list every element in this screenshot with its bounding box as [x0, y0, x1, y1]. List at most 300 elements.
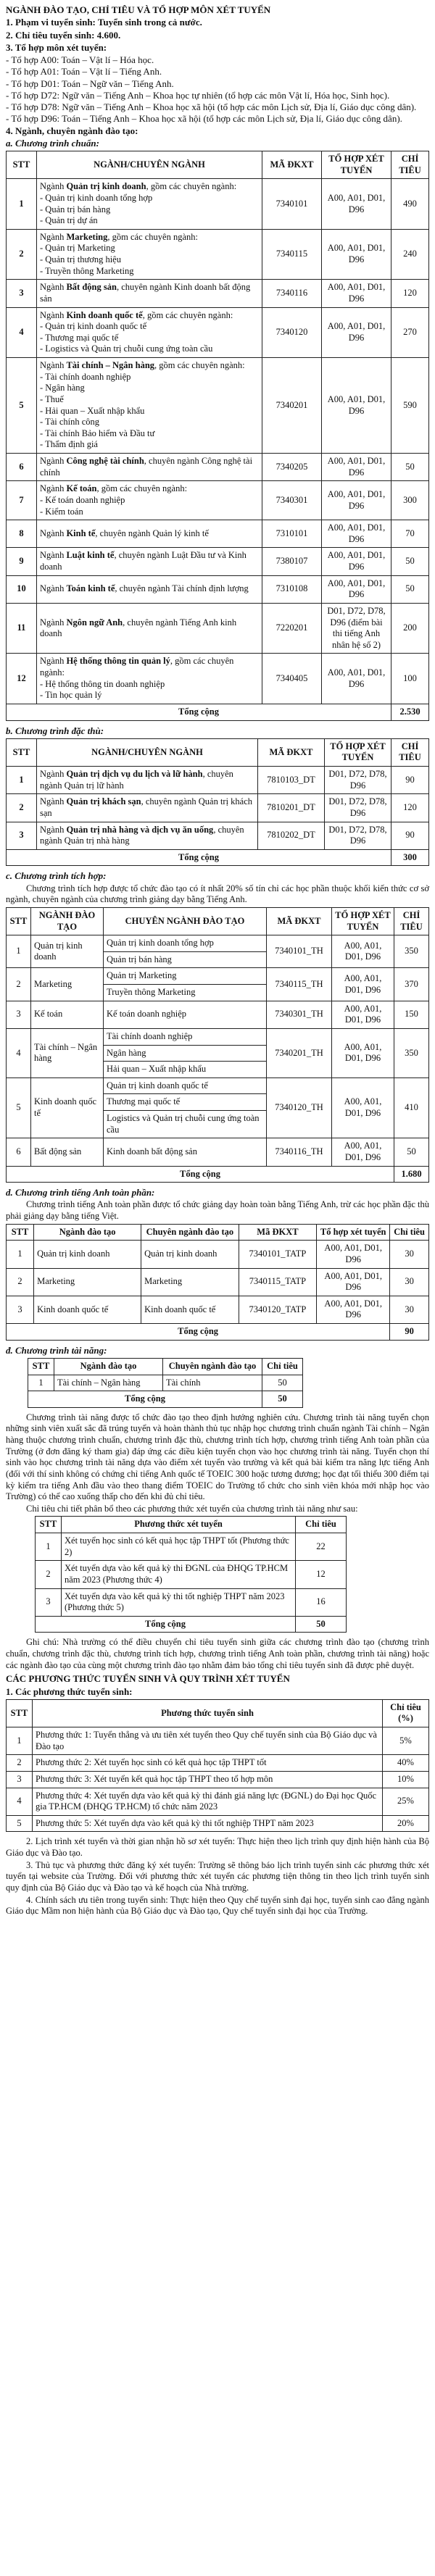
quota-cell: 22 — [296, 1533, 347, 1561]
column-header: CHỈ TIÊU — [392, 738, 429, 766]
registration-paragraph: 3. Thủ tục và phương thức đăng ký xét tuyển: Trường sẽ thông báo lịch trình tuyển sinh các phương thức xét tuyển tại website của Trường. Đối với phương thức xét tuyển các phương tiện thông tin theo lịch trình tuyển sinh quy định của Bộ Giáo dục và Đào tạo và kế hoạch của Nhà trường. — [6, 1859, 429, 1893]
major-cell: Kinh doanh quốc tế — [31, 1077, 104, 1138]
specialization-item: - Tài chính Bảo hiểm và Đầu tư — [40, 428, 259, 440]
majors-title: 4. Ngành, chuyên ngành đào tạo: — [6, 125, 138, 136]
major-cell: Ngành Công nghệ tài chính, chuyên ngành Công nghệ tài chính — [37, 454, 262, 481]
quota-cell: 50 — [392, 575, 429, 603]
quota-cell: 200 — [392, 603, 429, 654]
table-row — [7, 935, 429, 968]
column-header: NGÀNH/CHUYÊN NGÀNH — [37, 151, 262, 179]
table-row — [7, 575, 429, 603]
major-cell: Ngành Quản trị khách sạn, chuyên ngành Quản trị khách sạn — [37, 794, 258, 822]
table-header-row — [36, 1517, 347, 1533]
code-cell: 7340116 — [262, 280, 322, 307]
table-header-row — [7, 151, 429, 179]
total-row — [36, 1616, 347, 1633]
stt-cell: 3 — [7, 1001, 31, 1028]
code-cell: 7340201_TH — [267, 1028, 332, 1077]
combo-cell: D01, D72, D78, D96 — [325, 767, 392, 794]
column-header: Mã ĐKXT — [239, 1224, 317, 1241]
total-label: Tổng cộng — [7, 1324, 390, 1341]
stt-cell: 3 — [7, 280, 37, 307]
total-row — [28, 1391, 303, 1408]
code-cell: 7810202_DT — [258, 822, 325, 849]
major-name: Tài chính – Ngân hàng — [66, 360, 155, 370]
code-cell: 7340116_TH — [267, 1138, 332, 1166]
stt-cell: 3 — [7, 822, 37, 849]
specialization-item: - Quản trị dự án — [40, 215, 259, 227]
column-header: Ngành đào tạo — [34, 1224, 141, 1241]
integrated-program-desc: Chương trình tích hợp được tổ chức đào tạo có ít nhất 20% số tín chỉ các học phần thuộc khối kiến thức cơ sở ngành, chuyên ngành của chương trình giảng dạy bằng Tiếng Anh. — [6, 883, 429, 905]
quota-cell: 50 — [392, 454, 429, 481]
major-cell: Ngành Ngôn ngữ Anh, chuyên ngành Tiếng Anh kinh doanh — [37, 603, 262, 654]
stt-cell: 9 — [7, 548, 37, 575]
code-cell: 7340205 — [262, 454, 322, 481]
stt-cell: 7 — [7, 481, 37, 520]
combo-cell: D01, D72, D78, D96 — [325, 822, 392, 849]
table-row — [7, 454, 429, 481]
major-cell: Marketing — [34, 1268, 141, 1296]
quota-cell: 120 — [392, 794, 429, 822]
combo-item: - Tổ hợp D96: Toán – Tiếng Anh – Khoa học xã hội (tổ hợp các môn Lịch sử, Địa lí, Giáo dục công dân). — [6, 113, 402, 125]
code-cell: 7340120_TH — [267, 1077, 332, 1138]
column-header: CHUYÊN NGÀNH ĐÀO TẠO — [104, 907, 267, 935]
stt-cell: 2 — [7, 1755, 33, 1772]
column-header: CHỈ TIÊU — [394, 907, 429, 935]
major-cell: Ngành Hệ thống thông tin quản lý, gồm các chuyên ngành: - Hệ thống thông tin doanh nghiệp - Tin học quản lý — [37, 654, 262, 704]
total-value: 50 — [296, 1616, 347, 1633]
table-row — [7, 1138, 429, 1166]
stt-cell: 1 — [7, 179, 37, 230]
major-name: Hệ thống thông tin quản lý — [66, 656, 170, 667]
major-name: Quản trị kinh doanh — [66, 181, 146, 192]
combo-item: - Tổ hợp D01: Toán – Ngữ văn – Tiếng Anh. — [6, 78, 174, 89]
major-cell: Tài chính – Ngân hàng — [31, 1028, 104, 1077]
code-cell: 7340115 — [262, 229, 322, 280]
combo-cell: A00, A01, D01, D96 — [332, 968, 394, 1001]
specialization-cell — [104, 1138, 267, 1166]
code-cell: 7340101_TATP — [239, 1241, 317, 1268]
column-header: STT — [7, 151, 37, 179]
stt-cell: 8 — [7, 520, 37, 548]
major-name: Quản trị khách sạn — [66, 796, 141, 807]
major-cell: Ngành Kế toán, gồm các chuyên ngành: - Kế toán doanh nghiệp - Kiểm toán — [37, 481, 262, 520]
code-cell: 7340115_TH — [267, 968, 332, 1001]
table-row — [36, 1533, 347, 1561]
method-cell: Phương thức 4: Xét tuyển dựa vào kết quả kỳ thi đánh giá năng lực (ĐGNL) do Đại học Quốc gia TP.HCM (ĐHQG TP.HCM) tổ chức năm 2023 — [33, 1788, 383, 1815]
total-row — [7, 1324, 429, 1341]
method-cell: Phương thức 5: Xét tuyển dựa vào kết quả kỳ thi tốt nghiệp THPT năm 2023 — [33, 1815, 383, 1832]
specialization-cell — [104, 935, 267, 968]
table-header-row — [7, 1224, 429, 1241]
method-cell: Phương thức 2: Xét tuyển học sinh có kết quả học tập THPT tốt — [33, 1755, 383, 1772]
stt-cell: 1 — [7, 935, 31, 968]
total-value: 300 — [392, 849, 429, 866]
stt-cell: 6 — [7, 1138, 31, 1166]
english-program-desc: Chương trình tiếng Anh toàn phần được tổ chức giảng dạy hoàn toàn bằng Tiếng Anh, trừ các học phần đặc thù phải giảng dạy bằng tiếng Việt. — [6, 1199, 429, 1221]
talent-program-table — [28, 1358, 303, 1408]
standard-program-title: a. Chương trình chuẩn: — [6, 137, 99, 149]
table-row — [7, 1727, 429, 1755]
table-row — [7, 1001, 429, 1028]
allocation-note: Ghi chú: Nhà trường có thể điều chuyển chỉ tiêu tuyển sinh giữa các chương trình đào tạo (chương trình chuẩn, chương trình đặc thù, chương trình tích hợp, chương trình tiếng Anh toàn phần, chương trình tài năng) hoặc các ngành đào tạo của cùng một chương trình đào tạo nhằm đảm bảo tổng chỉ tiêu tuyển sinh đã được phê duyệt. — [6, 1637, 429, 1670]
stt-cell: 2 — [7, 1268, 34, 1296]
column-header: Chỉ tiêu — [296, 1517, 347, 1533]
table-row — [7, 1296, 429, 1323]
specialization-item: - Quản trị kinh doanh quốc tế — [40, 321, 259, 333]
specialization-item: - Tin học quản lý — [40, 690, 259, 701]
quota-cell: 16 — [296, 1588, 347, 1616]
method-cell: Xét tuyển dựa vào kết quả kỳ thi tốt nghiệp THPT năm 2023 (Phương thức 5) — [62, 1588, 296, 1616]
quota-cell: 350 — [394, 935, 429, 968]
specialization-item: - Quản trị Marketing — [40, 243, 259, 254]
combo-cell: D01, D72, D78, D96 — [325, 794, 392, 822]
combo-item: - Tổ hợp D72: Ngữ văn – Tiếng Anh – Khoa học tự nhiên (tổ hợp các môn Vật lí, Hóa học, Sinh học). — [6, 89, 390, 101]
admission-methods-table — [6, 1699, 429, 1833]
admission-methods-heading: CÁC PHƯƠNG THỨC TUYỂN SINH VÀ QUY TRÌNH XÉT TUYỂN — [6, 1673, 290, 1685]
table-row — [7, 520, 429, 548]
combo-item: - Tổ hợp D78: Ngữ văn – Tiếng Anh – Khoa học xã hội (tổ hợp các môn Lịch sử, Địa lí, Giáo dục công dân). — [6, 101, 417, 112]
quota-cell: 590 — [392, 358, 429, 454]
combo-cell: D01, D72, D78, D96 (điểm bài thi tiếng Anh nhân hệ số 2) — [322, 603, 392, 654]
column-header: STT — [28, 1358, 54, 1375]
priority-paragraph: 4. Chính sách ưu tiên trong tuyển sinh: Thực hiện theo Quy chế tuyển sinh đại học, tuyển sinh cao đẳng ngành Giáo dục Mầm non hiện hành của Bộ Giáo dục và Đào tạo, Quy chế tuyển sinh đại học của Trường. — [6, 1894, 429, 1917]
talent-methods-note: Chỉ tiêu chi tiết phân bổ theo các phương thức xét tuyển của chương trình tài năng như sau: — [26, 1503, 358, 1514]
specialization-list — [40, 193, 259, 227]
column-header: CHỈ TIÊU — [392, 151, 429, 179]
table-row — [7, 968, 429, 1001]
stt-cell: 2 — [7, 794, 37, 822]
code-cell: 7340101_TH — [267, 935, 332, 968]
quota-cell: 150 — [394, 1001, 429, 1028]
total-label: Tổng cộng — [7, 1166, 394, 1183]
specialization-item: - Quản trị kinh doanh tổng hợp — [40, 193, 259, 204]
code-cell: 7340120 — [262, 307, 322, 358]
specialization-item: - Truyền thông Marketing — [40, 266, 259, 278]
total-label: Tổng cộng — [36, 1616, 296, 1633]
table-row — [7, 1028, 429, 1077]
quota-cell: 10% — [383, 1771, 429, 1788]
major-cell: Ngành Marketing, gồm các chuyên ngành: - Quản trị Marketing - Quản trị thương hiệu - Truyền thông Marketing — [37, 229, 262, 280]
scope-line: 1. Phạm vi tuyển sinh: Tuyển sinh trong cả nước. — [6, 17, 202, 28]
column-header: Ngành đào tạo — [54, 1358, 163, 1375]
table-row — [7, 1268, 429, 1296]
table-row — [7, 822, 429, 849]
code-cell: 7310108 — [262, 575, 322, 603]
stt-cell: 3 — [36, 1588, 62, 1616]
quota-cell: 410 — [394, 1077, 429, 1138]
code-cell: 7810201_DT — [258, 794, 325, 822]
stt-cell: 1 — [7, 1727, 33, 1755]
combo-item: - Tổ hợp A00: Toán – Vật lí – Hóa học. — [6, 54, 154, 65]
table-row — [7, 654, 429, 704]
major-cell: Ngành Kinh doanh quốc tế, gồm các chuyên ngành: - Quản trị kinh doanh quốc tế - Thương mại quốc tế - Logistics và Quản trị chuỗi cung ứng toàn cầu — [37, 307, 262, 358]
specialization-item: - Kiểm toán — [40, 507, 259, 518]
specialization-cell: Kinh doanh quốc tế — [141, 1296, 239, 1323]
table-row — [7, 1788, 429, 1815]
table-row — [36, 1561, 347, 1588]
stt-cell: 3 — [7, 1771, 33, 1788]
major-name: Kinh doanh quốc tế — [66, 309, 143, 320]
quota-cell: 70 — [392, 520, 429, 548]
stt-cell: 5 — [7, 358, 37, 454]
quota-cell: 50 — [262, 1375, 303, 1391]
specialization-list — [40, 372, 259, 451]
table-row — [7, 1815, 429, 1832]
stt-cell: 3 — [7, 1296, 34, 1323]
specialization-item: - Ngân hàng — [40, 383, 259, 394]
quota-cell: 490 — [392, 179, 429, 230]
major-cell: Kinh doanh quốc tế — [34, 1296, 141, 1323]
total-label: Tổng cộng — [7, 849, 392, 866]
specialization-item: Tài chính doanh nghiệp — [107, 1030, 193, 1041]
column-header: STT — [7, 1224, 34, 1241]
column-header: Chỉ tiêu — [262, 1358, 303, 1375]
code-cell: 7310101 — [262, 520, 322, 548]
quota-cell: 370 — [394, 968, 429, 1001]
major-name: Ngôn ngữ Anh — [66, 617, 123, 628]
combo-cell: A00, A01, D01, D96 — [322, 307, 392, 358]
quota-line: 2. Chỉ tiêu tuyển sinh: 4.600. — [6, 29, 121, 41]
column-header: Chuyên ngành đào tạo — [141, 1224, 239, 1241]
quota-cell: 300 — [392, 481, 429, 520]
total-row — [7, 704, 429, 720]
total-value: 50 — [262, 1391, 303, 1408]
total-value: 1.680 — [394, 1166, 429, 1183]
combo-cell: A00, A01, D01, D96 — [322, 520, 392, 548]
total-label: Tổng cộng — [7, 704, 392, 720]
quota-cell: 40% — [383, 1755, 429, 1772]
specialization-item: - Thẩm định giá — [40, 439, 259, 451]
stt-cell: 12 — [7, 654, 37, 704]
column-header: STT — [7, 907, 31, 935]
major-cell: Bất động sản — [31, 1138, 104, 1166]
combo-cell: A00, A01, D01, D96 — [322, 280, 392, 307]
stt-cell: 10 — [7, 575, 37, 603]
special-program-table — [6, 738, 429, 867]
combo-cell: A00, A01, D01, D96 — [317, 1241, 390, 1268]
table-row — [28, 1375, 303, 1391]
specialization-list — [40, 495, 259, 517]
column-header: STT — [7, 738, 37, 766]
table-row — [7, 1755, 429, 1772]
total-value: 2.530 — [392, 704, 429, 720]
stt-cell: 2 — [36, 1561, 62, 1588]
integrated-program-title: c. Chương trình tích hợp: — [6, 870, 107, 882]
special-program-title: b. Chương trình đặc thù: — [6, 725, 104, 736]
specialization-item: Kinh doanh bất động sản — [107, 1146, 197, 1157]
major-cell: Ngành Bất động sản, chuyên ngành Kinh doanh bất động sản — [37, 280, 262, 307]
table-row — [7, 307, 429, 358]
quota-cell: 5% — [383, 1727, 429, 1755]
major-cell: Ngành Luật kinh tế, chuyên ngành Luật Đầu tư và Kinh doanh — [37, 548, 262, 575]
table-row — [7, 229, 429, 280]
column-header: TỔ HỢP XÉT TUYỂN — [322, 151, 392, 179]
table-row — [7, 1077, 429, 1138]
code-cell: 7380107 — [262, 548, 322, 575]
stt-cell: 1 — [28, 1375, 54, 1391]
specialization-item: - Thương mại quốc tế — [40, 333, 259, 344]
column-header: NGÀNH/CHUYÊN NGÀNH — [37, 738, 258, 766]
column-header: STT — [7, 1699, 33, 1727]
quota-cell: 90 — [392, 767, 429, 794]
table-header-row — [7, 738, 429, 766]
combo-cell: A00, A01, D01, D96 — [332, 935, 394, 968]
integrated-program-table — [6, 907, 429, 1183]
major-name: Công nghệ tài chính — [66, 456, 144, 466]
specialization-item: Quản trị bán hàng — [104, 951, 266, 968]
column-header: MÃ ĐKXT — [258, 738, 325, 766]
major-name: Bất động sản — [66, 282, 117, 293]
combo-cell: A00, A01, D01, D96 — [332, 1001, 394, 1028]
major-cell: Ngành Quản trị kinh doanh, gồm các chuyên ngành: - Quản trị kinh doanh tổng hợp - Quản trị bán hàng - Quản trị dự án — [37, 179, 262, 230]
column-header: Chỉ tiêu (%) — [383, 1699, 429, 1727]
code-cell: 7340120_TATP — [239, 1296, 317, 1323]
method-cell: Xét tuyển dựa vào kết quả kỳ thi ĐGNL của ĐHQG TP.HCM năm 2023 (Phương thức 4) — [62, 1561, 296, 1588]
code-cell: 7340301 — [262, 481, 322, 520]
major-cell: Kế toán — [31, 1001, 104, 1028]
table-row — [7, 794, 429, 822]
talent-program-title: đ. Chương trình tài năng: — [6, 1344, 107, 1356]
code-cell: 7340115_TATP — [239, 1268, 317, 1296]
specialization-item: - Kế toán doanh nghiệp — [40, 495, 259, 507]
code-cell: 7220201 — [262, 603, 322, 654]
column-header: TỔ HỢP XÉT TUYỂN — [332, 907, 394, 935]
major-name: Toán kinh tế — [66, 583, 115, 594]
stt-cell: 6 — [7, 454, 37, 481]
stt-cell: 4 — [7, 1788, 33, 1815]
table-row — [7, 358, 429, 454]
stt-cell: 5 — [7, 1815, 33, 1832]
specialization-item: - Tài chính công — [40, 417, 259, 428]
combo-cell: A00, A01, D01, D96 — [322, 229, 392, 280]
quota-cell: 100 — [392, 654, 429, 704]
major-name: Quản trị dịch vụ du lịch và lữ hành — [66, 769, 203, 779]
table-row — [7, 603, 429, 654]
specialization-item: - Quản trị thương hiệu — [40, 254, 259, 266]
stt-cell: 5 — [7, 1077, 31, 1138]
combo-list — [6, 54, 429, 125]
combo-cell: A00, A01, D01, D96 — [322, 654, 392, 704]
total-row — [7, 849, 429, 866]
column-header: Phương thức xét tuyển — [62, 1517, 296, 1533]
combo-cell: A00, A01, D01, D96 — [322, 575, 392, 603]
total-value: 90 — [390, 1324, 429, 1341]
stt-cell: 4 — [7, 307, 37, 358]
table-row — [7, 179, 429, 230]
specialization-item: - Hệ thống thông tin doanh nghiệp — [40, 679, 259, 691]
column-header: MÃ ĐKXT — [262, 151, 322, 179]
specialization-cell: Tài chính — [163, 1375, 262, 1391]
table-row — [36, 1588, 347, 1616]
combo-cell: A00, A01, D01, D96 — [322, 358, 392, 454]
combo-cell: A00, A01, D01, D96 — [332, 1077, 394, 1138]
combo-cell: A00, A01, D01, D96 — [322, 548, 392, 575]
major-cell: Tài chính – Ngân hàng — [54, 1375, 163, 1391]
specialization-list — [40, 321, 259, 355]
method-cell: Xét tuyển học sinh có kết quả học tập THPT tốt (Phương thức 2) — [62, 1533, 296, 1561]
major-cell: Marketing — [31, 968, 104, 1001]
column-header: Chỉ tiêu — [390, 1224, 429, 1241]
quota-cell: 25% — [383, 1788, 429, 1815]
specialization-item: Quản trị kinh doanh tổng hợp — [107, 938, 214, 949]
quota-cell: 50 — [394, 1138, 429, 1166]
total-label: Tổng cộng — [28, 1391, 262, 1408]
specialization-item: - Logistics và Quản trị chuỗi cung ứng toàn cầu — [40, 343, 259, 355]
major-cell: Ngành Kinh tế, chuyên ngành Quản lý kinh tế — [37, 520, 262, 548]
major-name: Kinh tế — [66, 528, 96, 538]
quota-cell: 30 — [390, 1241, 429, 1268]
specialization-item: Thương mại quốc tế — [104, 1093, 266, 1110]
talent-methods-table — [35, 1516, 347, 1633]
column-header: TỔ HỢP XÉT TUYỂN — [325, 738, 392, 766]
english-program-table — [6, 1224, 429, 1341]
quota-cell: 20% — [383, 1815, 429, 1832]
standard-program-table — [6, 151, 429, 721]
quota-cell: 12 — [296, 1561, 347, 1588]
specialization-item: Quản trị Marketing — [107, 970, 177, 981]
major-name: Kế toán — [66, 483, 97, 494]
specialization-cell: Quản trị kinh doanh — [141, 1241, 239, 1268]
quota-cell: 350 — [394, 1028, 429, 1077]
stt-cell: 1 — [36, 1533, 62, 1561]
quota-cell: 30 — [390, 1268, 429, 1296]
table-row — [7, 1241, 429, 1268]
combo-cell: A00, A01, D01, D96 — [322, 179, 392, 230]
combo-cell: A00, A01, D01, D96 — [322, 481, 392, 520]
column-header: NGÀNH ĐÀO TẠO — [31, 907, 104, 935]
table-row — [7, 481, 429, 520]
combo-cell: A00, A01, D01, D96 — [322, 454, 392, 481]
column-header: MÃ ĐKXT — [267, 907, 332, 935]
stt-cell: 1 — [7, 1241, 34, 1268]
major-cell: Quản trị kinh doanh — [34, 1241, 141, 1268]
combo-item: - Tổ hợp A01: Toán – Vật lí – Tiếng Anh. — [6, 66, 162, 78]
specialization-item: - Quản trị bán hàng — [40, 204, 259, 216]
major-cell: Ngành Tài chính – Ngân hàng, gồm các chuyên ngành: - Tài chính doanh nghiệp - Ngân hàng - Thuế - Hải quan – Xuất nhập khẩu - Tài chính công - Tài chính Bảo hiểm và Đầu tư - Thẩm định giá — [37, 358, 262, 454]
page-heading: NGÀNH ĐÀO TẠO, CHỈ TIÊU VÀ TỔ HỢP MÔN XÉT TUYỂN — [6, 4, 271, 15]
table-row — [7, 767, 429, 794]
code-cell: 7340405 — [262, 654, 322, 704]
major-cell: Ngành Quản trị dịch vụ du lịch và lữ hành, chuyên ngành Quản trị lữ hành — [37, 767, 258, 794]
specialization-item: Quản trị kinh doanh quốc tế — [107, 1080, 208, 1091]
specialization-cell — [104, 968, 267, 1001]
code-cell: 7340101 — [262, 179, 322, 230]
column-header: Tổ hợp xét tuyển — [317, 1224, 390, 1241]
combo-cell: A00, A01, D01, D96 — [317, 1296, 390, 1323]
specialization-item: Hải quan – Xuất nhập khẩu — [104, 1061, 266, 1077]
quota-cell: 90 — [392, 822, 429, 849]
table-row — [7, 1771, 429, 1788]
table-row — [7, 548, 429, 575]
quota-cell: 120 — [392, 280, 429, 307]
code-cell: 7340301_TH — [267, 1001, 332, 1028]
method-cell: Phương thức 3: Xét tuyển kết quả học tập THPT theo tổ hợp môn — [33, 1771, 383, 1788]
combo-cell: A00, A01, D01, D96 — [332, 1028, 394, 1077]
admission-methods-subtitle: 1. Các phương thức tuyển sinh: — [6, 1685, 133, 1697]
major-name: Marketing — [66, 231, 108, 242]
english-program-title: d. Chương trình tiếng Anh toàn phần: — [6, 1187, 155, 1199]
combos-title: 3. Tổ hợp môn xét tuyển: — [6, 41, 107, 53]
specialization-list — [40, 679, 259, 701]
talent-program-desc: Chương trình tài năng được tổ chức đào tạo theo định hướng nghiên cứu. Chương trình tài năng tuyển chọn những sinh viên xuất sắc đã trúng tuyển và hoàn thành thủ tục nhập học chương trình chuẩn ngành Tài chính – Ngân hàng thuộc chương trình chuẩn, chương trình đặc thù, chương trình tích hợp, chương trình tiếng Anh toàn phần của Trường (ở đơn đăng ký tham gia) đáp ứng các điều kiện tuyển chọn vào học chương trình tài năng. Tuyển chọn thí sinh vào học chương trình tài năng dựa vào điểm xét tuyển vào trường và kết quả bài kiểm tra năng lực tiếng Anh (đối với thí sinh không có chứng chỉ tiếng Anh quốc tế TOEIC 300 hoặc tương đương; học đạt tối thiểu 300 điểm tại kỳ kiểm tra tiếng Anh đầu vào theo thang điểm TOEIC do Trường tổ chức cho sinh viên khóa mới nhập học vào Trường) có thể cao xuống thấp cho đến khi đủ chỉ tiêu. — [6, 1412, 429, 1502]
quota-cell: 50 — [392, 548, 429, 575]
stt-cell: 2 — [7, 229, 37, 280]
major-name: Luật kinh tế — [66, 550, 115, 561]
specialization-list — [40, 243, 259, 277]
combo-cell: A00, A01, D01, D96 — [317, 1268, 390, 1296]
specialization-cell — [104, 1001, 267, 1028]
